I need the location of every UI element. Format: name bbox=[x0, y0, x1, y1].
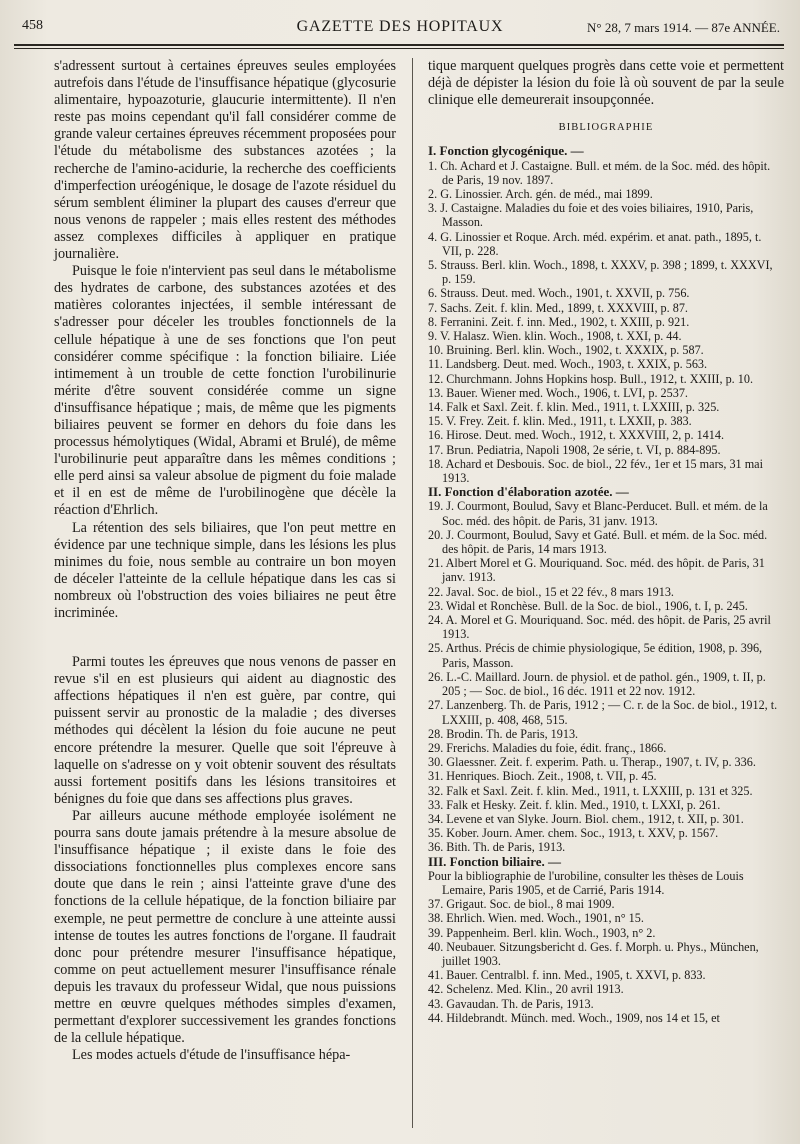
bibliography-entry: 44. Hildebrandt. Münch. med. Woch., 1909, nos 14 et 15, et bbox=[428, 1010, 720, 1025]
bibliography-entry: 17. Brun. Pediatria, Napoli 1908, 2e série, t. VI, p. 884-895. bbox=[428, 442, 721, 457]
bibliography-entry: 14. Falk et Saxl. Zeit. f. klin. Med., 1911, t. LXXIII, p. 325. bbox=[428, 400, 720, 415]
column-divider bbox=[412, 58, 413, 1128]
bibliography-entry: 30. Glaessner. Zeit. f. experim. Path. u. Therap., 1907, t. IV, p. 336. bbox=[428, 755, 756, 770]
bibliography-entry: 36. Bith. Th. de Paris, 1913. bbox=[428, 840, 566, 855]
section-heading-text: II. Fonction d'élaboration azotée. — bbox=[428, 484, 629, 500]
bibliography-entry: 8. Ferranini. Zeit. f. inn. Med., 1902, t. XXIII, p. 921. bbox=[428, 314, 690, 329]
bibliography-entry: 40. Neubauer. Sitzungsbericht d. Ges. f. Morph. u. Phys., München, juillet 1903. bbox=[428, 939, 759, 968]
bibliography-entry: 6. Strauss. Deut. med. Woch., 1901, t. XXVII, p. 756. bbox=[428, 286, 690, 301]
bibliography-entry: 19. J. Courmont, Boulud, Savy et Blanc-Perducet. Bull. et mém. de la Soc. méd. des hôpit. de Paris, 31 janv. 1913. bbox=[428, 499, 768, 528]
bibliography-entry: 27. Lanzenberg. Th. de Paris, 1912 ; — C. r. de la Soc. de biol., 1912, t. LXXIII, p. 408, 468, 515. bbox=[428, 698, 778, 727]
bibliography-entry: 1. Ch. Achard et J. Castaigne. Bull. et mém. de la Soc. méd. des hôpit. de Paris, 19 nov. 1897. bbox=[428, 158, 771, 187]
bibliography-entry: 4. G. Linossier et Roque. Arch. méd. expérim. et anat. path., 1895, t. VII, p. 228. bbox=[428, 229, 762, 258]
bibliography-entry: 26. L.-C. Maillard. Journ. de physiol. et de pathol. gén., 1909, t. II, p. 205 ; — Soc. de biol., 16 déc. 1911 et 22 nov. 1912. bbox=[428, 669, 766, 699]
header-rule-thick bbox=[14, 44, 784, 46]
bibliography-entry: 20. J. Courmont, Boulud, Savy et Gaté. Bull. et mém. de la Soc. méd. des hôpit. de Paris, 14 mars 1913. bbox=[428, 527, 768, 557]
bibliography-entry: 2. G. Linossier. Arch. gén. de méd., mai 1899. bbox=[428, 186, 653, 201]
issue-info: N° 28, 7 mars 1914. — 87e ANNÉE. bbox=[587, 20, 780, 35]
paragraph-gap bbox=[54, 622, 396, 654]
bibliography-entry: 37. Grigaut. Soc. de biol., 8 mai 1909. bbox=[428, 897, 615, 912]
bibliography-entry: Pour la bibliographie de l'urobiline, consulter les thèses de Louis Lemaire, Paris 1905, et de Carrié, Paris 1914. bbox=[428, 868, 744, 897]
bibliography-entry: 42. Schelenz. Med. Klin., 20 avril 1913. bbox=[428, 982, 624, 997]
bibliography-entry: 25. Arthus. Précis de chimie physiologique, 5e édition, 1908, p. 396, Paris, Masson. bbox=[428, 641, 763, 670]
bibliography-entry: 5. Strauss. Berl. klin. Woch., 1898, t. XXXV, p. 398 ; 1899, t. XXXVI, p. 159. bbox=[428, 258, 773, 287]
page-header bbox=[14, 14, 786, 42]
bibliography-section-heading bbox=[428, 485, 784, 499]
bibliography-entry: 15. V. Frey. Zeit. f. klin. Med., 1911, t. LXXII, p. 383. bbox=[428, 414, 692, 429]
paragraph: Les modes actuels d'étude de l'insuffisance hépa- bbox=[72, 1047, 351, 1064]
bibliography-section-heading bbox=[428, 855, 784, 869]
bibliography-entry: 43. Gavaudan. Th. de Paris, 1913. bbox=[428, 996, 594, 1011]
bibliography-entry: 35. Kober. Journ. Amer. chem. Soc., 1913, t. XXV, p. 1567. bbox=[428, 826, 719, 841]
header-rule-thin bbox=[14, 48, 784, 49]
bibliography-entry: 10. Bruining. Berl. klin. Woch., 1902, t. XXXIX, p. 587. bbox=[428, 343, 704, 358]
paragraph: La rétention des sels biliaires, que l'on peut mettre en évidence par une technique simple, dans les lésions les plus minimes du foie, nous semble au contraire un bon moyen de déceler l'atteinte de la cellule hépatique dans les cas si nombreux où l'obstruction des voies biliaires ne peut être incriminée. bbox=[54, 519, 396, 621]
bibliography-entry: 31. Henriques. Bioch. Zeit., 1908, t. VII, p. 45. bbox=[428, 769, 657, 784]
page-number: 458 bbox=[22, 18, 43, 33]
bibliography-entry: 41. Bauer. Centralbl. f. inn. Med., 1905, t. XXVI, p. 833. bbox=[428, 968, 706, 983]
bibliography-list bbox=[428, 144, 784, 1025]
bibliography-entry: 18. Achard et Desbouis. Soc. de biol., 22 fév., 1er et 15 mars, 31 mai 1913. bbox=[428, 456, 763, 486]
right-column bbox=[428, 58, 784, 1025]
bibliography-entry: 12. Churchmann. Johns Hopkins hosp. Bull., 1912, t. XXIII, p. 10. bbox=[428, 371, 753, 386]
bibliography-entry: 29. Frerichs. Maladies du foie, édit. franç., 1866. bbox=[428, 740, 667, 755]
paragraph: Puisque le foie n'intervient pas seul dans le métabolisme des hydrates de carbone, des substances azotées et des matières colorantes injectées, il semble intéressant de s'adresser pour déceler les troubles fonctionnels de la cellule hépatique à une de ses fonctions que l'on peut considérer comme spécifique : la fonction biliaire. Liée intimement à un trouble de cette fonction l'urobilinurie mérite d'être souvent considérée comme un signe d'insuffisance hépatique ; mais, de même que les pigments biliaires peuvent se former en dehors du foie dans les processus hémolytiques (Widal, Abrami et Brulé), de même l'urobilinurie peut apparaître dans les mêmes conditions ; elle perd ainsi sa valeur absolue de pigment du foie malade et il en est de même de l'urobilinogène que décèle la réaction d'Ehrlich. bbox=[54, 263, 396, 519]
paragraph: s'adressent surtout à certaines épreuves seules employées autrefois dans l'étude de l'insuffisance hépatique (glycosurie alimentaire, hypoazoturie, glaucurie intermittente). Il n'en reste pas moins cependant qu'il fall considérer comme de grande valeur certaines épreuves récemment proposées pour l'étude du métabolisme des substances azotées ; la recherche de l'amino-acidurie, la recherche des coefficients d'imperfection uréogénique, le dosage de l'azote résiduel du sérum semblent éliminer la plupart des causes d'erreur que nous venons de rappeler ; mais elles restent des méthodes assez complexes difficiles à appliquer en pratique journalière. bbox=[54, 58, 396, 263]
left-column bbox=[54, 58, 396, 1064]
paragraph: Par ailleurs aucune méthode employée isolément ne pourra sans doute jamais prétendre à la mesure absolue de l'insuffisance hépatique ; il existe dans le foie des dissociations fonctionnelles plus complexes encore sans doute que dans le rein ; ainsi l'atteinte grave d'une des fonctions de la cellule hépatique, de la fonction biliaire par exemple, ne peut permettre de conclure à une atteinte aussi intense de toutes les autres fonctions de l'organe. Il faudrait donc pour prétendre mesurer l'insuffisance hépatique, comme on peut actuellement mesurer l'insuffisance rénale depuis les travaux du professeur Widal, que nous puissions mettre en œuvre quelques méthodes simples d'examen, permettant d'explorer successivement les grandes fonctions de la cellule hépatique. bbox=[54, 807, 396, 1047]
bibliography-entry: 39. Pappenheim. Berl. klin. Woch., 1903, n° 2. bbox=[428, 925, 656, 940]
bibliography-entry: 23. Widal et Ronchèse. Bull. de la Soc. de biol., 1906, t. I, p. 245. bbox=[428, 598, 748, 613]
journal-title: GAZETTE DES HOPITAUX bbox=[296, 18, 504, 35]
bibliography-entry: 33. Falk et Hesky. Zeit. f. klin. Med., 1910, t. LXXI, p. 261. bbox=[428, 797, 721, 812]
bibliography-entry: 32. Falk et Saxl. Zeit. f. klin. Med., 1911, t. LXXIII, p. 131 et 325. bbox=[428, 783, 753, 798]
section-heading-text: III. Fonction biliaire. — bbox=[428, 853, 562, 869]
bibliography-entry: 24. A. Morel et G. Mouriquand. Soc. méd. des hôpit. de Paris, 25 avril 1913. bbox=[428, 613, 771, 642]
bibliography-section-heading bbox=[428, 144, 784, 158]
paragraph: tique marquent quelques progrès dans cette voie et permettent déjà de dépister la lésion du foie là où souvent de par la seule clinique elle demeurerait insoupçonnée. bbox=[428, 58, 784, 109]
bibliography-entry: 7. Sachs. Zeit. f. klin. Med., 1899, t. XXXVIII, p. 87. bbox=[428, 300, 688, 315]
bibliography-entry: 22. Javal. Soc. de biol., 15 et 22 fév., 8 mars 1913. bbox=[428, 584, 674, 599]
bibliography-entry: 34. Levene et van Slyke. Journ. Biol. chem., 1912, t. XII, p. 301. bbox=[428, 811, 744, 826]
bibliography-entry: 11. Landsberg. Deut. med. Woch., 1903, t. XXIX, p. 563. bbox=[428, 357, 708, 372]
section-heading-text: I. Fonction glycogénique. — bbox=[428, 143, 584, 159]
bibliography-entry: 21. Albert Morel et G. Mouriquand. Soc. méd. des hôpit. de Paris, 31 janv. 1913. bbox=[428, 556, 765, 585]
bibliography-entry: 28. Brodin. Th. de Paris, 1913. bbox=[428, 726, 579, 741]
bibliography-entry: 16. Hirose. Deut. med. Woch., 1912, t. XXXVIII, 2, p. 1414. bbox=[428, 428, 724, 443]
paragraph: Parmi toutes les épreuves que nous venons de passer en revue s'il en est plusieurs qui aident au diagnostic des affections hépatiques il n'en est guère, par contre, qui puissent servir au pronostic de la maladie ; des diverses méthodes qui décèlent la lésion du foie aucune ne peut encore prétendre la mesurer. Quelle que soit l'épreuve à laquelle on s'adresse on y voit obtenir souvent des résultats aussi fortement positifs dans les lésions transitoires et bénignes du foie que dans ses affections plus graves. bbox=[54, 654, 396, 807]
bibliography-title: BIBLIOGRAPHIE bbox=[558, 122, 654, 134]
bibliography-entry: 38. Ehrlich. Wien. med. Woch., 1901, n° 15. bbox=[428, 911, 644, 926]
bibliography-entry: 9. V. Halasz. Wien. klin. Woch., 1908, t. XXI, p. 44. bbox=[428, 329, 682, 344]
bibliography-entry: 3. J. Castaigne. Maladies du foie et des voies biliaires, 1910, Paris, Masson. bbox=[428, 201, 754, 230]
bibliography-entry: 13. Bauer. Wiener med. Woch., 1906, t. LVI, p. 2537. bbox=[428, 385, 688, 400]
